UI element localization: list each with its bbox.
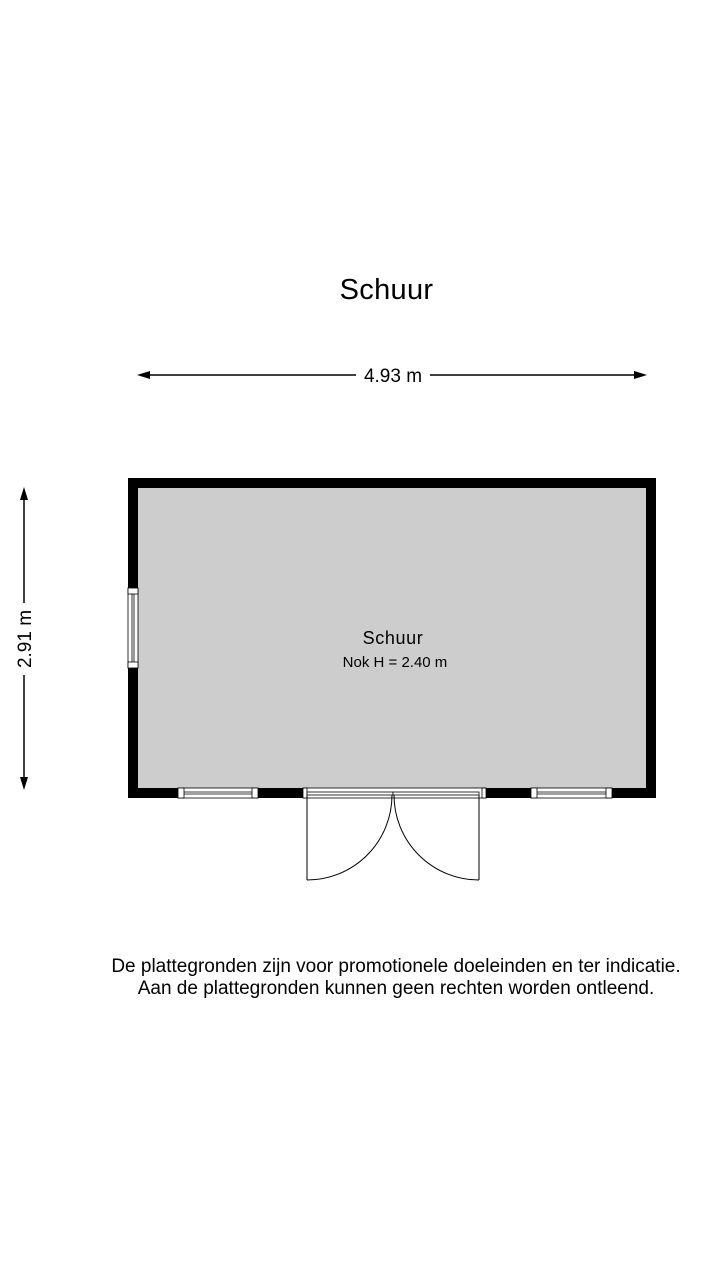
- disclaimer: [0, 956, 720, 1000]
- width-dimension: [137, 366, 647, 387]
- depth-dimension: [15, 487, 36, 790]
- door-swing-right: [394, 795, 479, 880]
- arrow-down-icon: [20, 777, 28, 790]
- room-name: Schuur: [362, 628, 424, 648]
- page-title: Schuur: [339, 274, 434, 306]
- disclaimer-line-2: Aan de plattegronden kunnen geen rechten worden ontleend.: [137, 978, 655, 999]
- width-label: 4.93 m: [363, 366, 423, 387]
- window-bottom-left: [178, 788, 258, 798]
- arrow-up-icon: [20, 487, 28, 500]
- door-swing-left: [307, 795, 392, 880]
- window-bottom-right: [531, 788, 612, 798]
- window-left: [128, 588, 138, 668]
- depth-label: 2.91 m: [15, 609, 36, 669]
- disclaimer-line-1: De plattegronden zijn voor promotionele doeleinden en ter indicatie.: [111, 956, 681, 977]
- double-door: [303, 788, 486, 880]
- arrow-left-icon: [137, 371, 150, 379]
- arrow-right-icon: [634, 371, 647, 379]
- room-height: Nok H = 2.40 m: [342, 654, 448, 671]
